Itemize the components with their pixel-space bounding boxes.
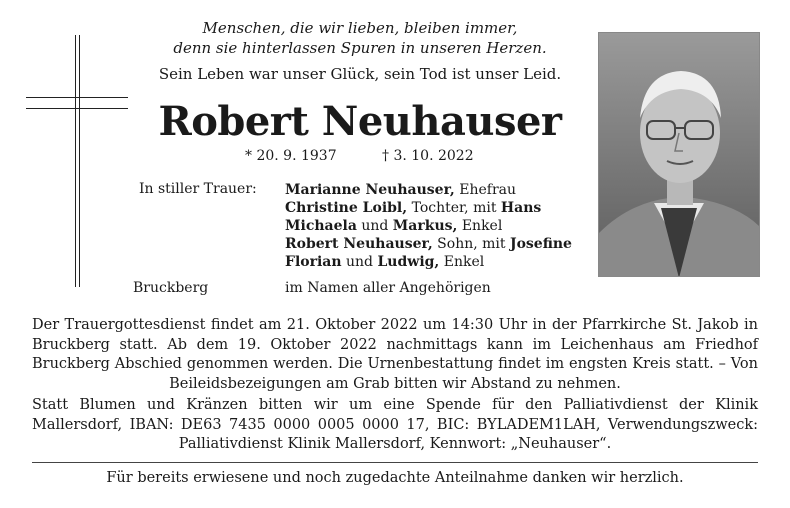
mourner-line: Michaela und Markus, Enkel — [285, 218, 503, 234]
mourner-line: Marianne Neuhauser, Ehefrau — [285, 182, 517, 198]
divider — [32, 462, 758, 463]
mourner-line: Christine Loibl, Tochter, mit Hans — [285, 200, 542, 216]
verse-line-1: Menschen, die wir lieben, bleiben immer, — [202, 19, 518, 37]
cross-horizontal-beam — [26, 97, 128, 109]
place: Bruckberg — [133, 280, 209, 296]
verse — [150, 18, 570, 58]
service-details-paragraph: Der Trauergottesdienst findet am 21. Oktober 2022 um 14:30 Uhr in der Pfarrkirche St. Jakob in Bruckberg statt. Ab dem 19. Oktober 2022 nachmittags kann im Leichenhaus am Friedhof Bruckberg Abschied genommen werden. Die Urnenbestattung findet im engsten Kreis statt. – Von Beileidsbezeigungen am Grab bitten wir Abstand zu nehmen. — [32, 317, 758, 392]
mourner-line: Robert Neuhauser, Sohn, mit Josefine — [285, 236, 572, 252]
birth-date: * 20. 9. 1937 — [245, 148, 337, 164]
deceased-name: Robert Neuhauser — [158, 98, 562, 145]
portrait-illustration — [599, 33, 760, 277]
donation-paragraph: Statt Blumen und Kränzen bitten wir um eine Spende für den Palliativdienst der Klinik Mallersdorf, IBAN: DE63 7435 0000 0005 0000 17, BIC: BYLADEM1LAH, Verwendungszweck: Palliativdienst Klinik Mallersdorf, Kennwort: „Neuhauser“. — [32, 397, 758, 452]
thanks-line: Für bereits erwiesene und noch zugedachte Anteilnahme danken wir herzlich. — [106, 470, 684, 486]
portrait-photo — [598, 32, 760, 277]
mourners-list — [285, 181, 572, 271]
death-date: † 3. 10. 2022 — [382, 148, 474, 164]
mourner-line: Florian und Ludwig, Enkel — [285, 254, 485, 270]
closing-line: im Namen aller Angehörigen — [285, 280, 491, 296]
subtitle: Sein Leben war unser Glück, sein Tod ist unser Leid. — [158, 65, 562, 83]
mourners-label: In stiller Trauer: — [139, 181, 257, 197]
cross-vertical-beam — [75, 35, 80, 287]
verse-line-2: denn sie hinterlassen Spuren in unseren Herzen. — [173, 39, 547, 57]
